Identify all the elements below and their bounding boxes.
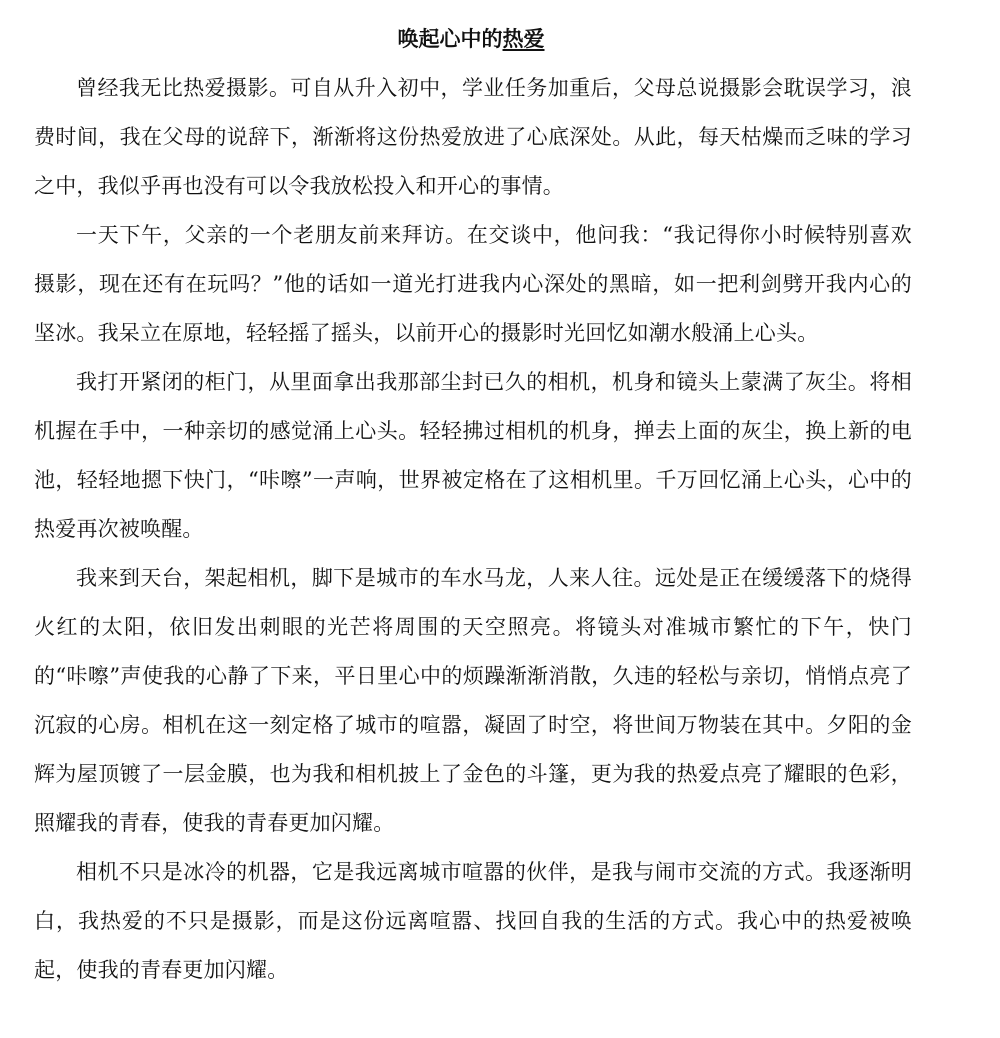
title-text-underlined: 热爱 [502, 26, 545, 51]
paragraph-2: 一天下午，父亲的一个老朋友前来拜访。在交谈中，他问我：“我记得你小时候特别喜欢摄影，现在还有在玩吗？”他的话如一道光打进我内心深处的黑暗，如一把利剑劈开我内心的坚冰。我呆立在原地，轻轻摇了摇头，以前开心的摄影时光回忆如潮水般涌上心头。 [34, 223, 912, 345]
essay-body [34, 64, 912, 995]
paragraph-4: 我来到天台，架起相机，脚下是城市的车水马龙，人来人往。远处是正在缓缓落下的烧得火红的太阳，依旧发出刺眼的光芒将周围的天空照亮。将镜头对准城市繁忙的下午，快门的“咔嚓”声使我的心静了下来，平日里心中的烦躁渐渐消散，久违的轻松与亲切，悄悄点亮了沉寂的心房。相机在这一刻定格了城市的喧嚣，凝固了时空，将世间万物装在其中。夕阳的金辉为屋顶镀了一层金膜，也为我和相机披上了金色的斗篷，更为我的热爱点亮了耀眼的色彩，照耀我的青春，使我的青春更加闪耀。 [34, 566, 912, 835]
paragraph-5: 相机不只是冰冷的机器，它是我远离城市喧嚣的伙伴，是我与闹市交流的方式。我逐渐明白，我热爱的不只是摄影，而是这份远离喧嚣、找回自我的生活的方式。我心中的热爱被唤起，使我的青春更加闪耀。 [34, 860, 912, 982]
essay-title [0, 24, 942, 54]
paragraph-3: 我打开紧闭的柜门，从里面拿出我那部尘封已久的相机，机身和镜头上蒙满了灰尘。将相机握在手中，一种亲切的感觉涌上心头。轻轻拂过相机的机身，掸去上面的灰尘，换上新的电池，轻轻地摁下快门，“咔嚓”一声响，世界被定格在了这相机里。千万回忆涌上心头，心中的热爱再次被唤醒。 [34, 370, 912, 541]
title-text-part1: 唤起心中的 [397, 26, 503, 51]
paragraph-1: 曾经我无比热爱摄影。可自从升入初中，学业任务加重后，父母总说摄影会耽误学习，浪费时间，我在父母的说辞下，渐渐将这份热爱放进了心底深处。从此，每天枯燥而乏味的学习之中，我似乎再也没有可以令我放松投入和开心的事情。 [34, 76, 912, 198]
